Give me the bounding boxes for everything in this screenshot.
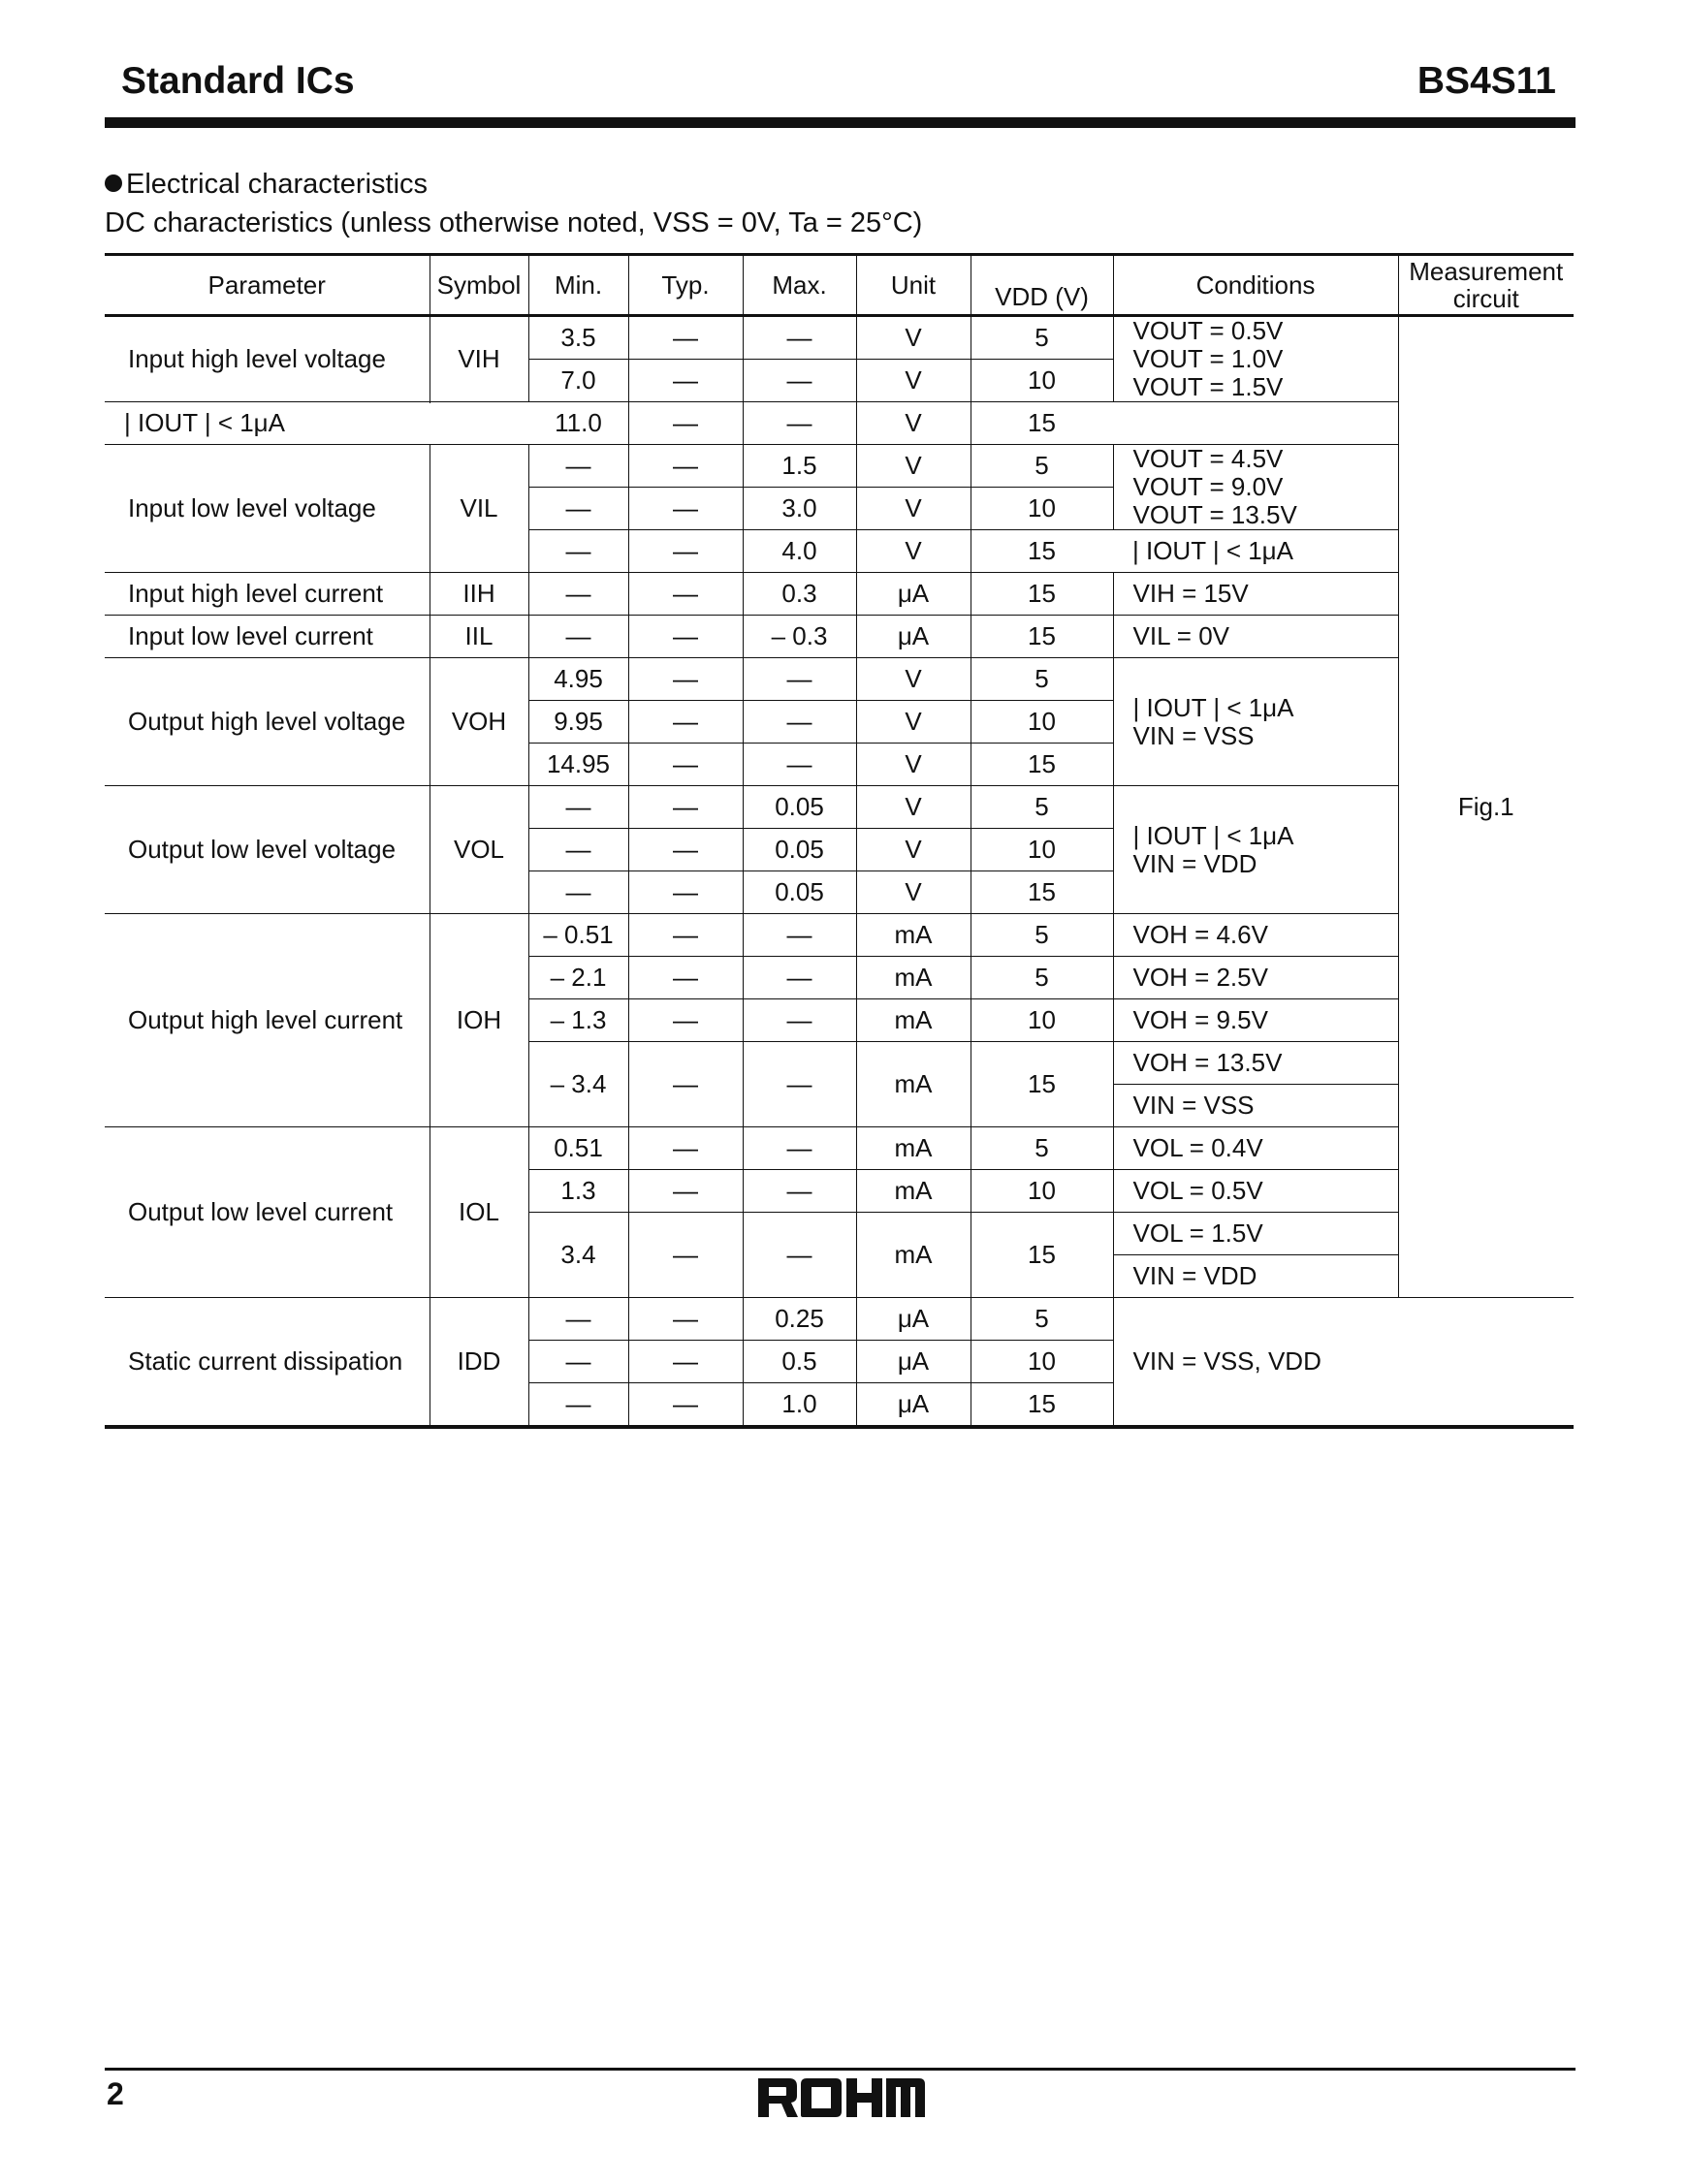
vdd-value: 5 (971, 445, 1113, 488)
header-vdd: VDD (V) (971, 255, 1113, 316)
condition-line: VOUT = 9.0V (1132, 472, 1284, 501)
typ-value: — (628, 1383, 743, 1428)
typ-value: — (628, 1127, 743, 1170)
unit-value: μA (856, 1383, 971, 1428)
min-value: – 3.4 (528, 1042, 628, 1127)
max-value: — (743, 1042, 856, 1127)
condition-line: | IOUT | < 1μA (1132, 820, 1294, 850)
typ-value: — (628, 658, 743, 701)
vdd-value: 10 (971, 701, 1113, 744)
unit-value: V (856, 360, 971, 402)
max-value: — (743, 914, 856, 957)
condition-line: VOL = 0.5V (1113, 1170, 1398, 1213)
unit-value: mA (856, 1170, 971, 1213)
vdd-value: 10 (971, 1341, 1113, 1383)
section-title-line (105, 165, 922, 204)
min-value: – 1.3 (528, 999, 628, 1042)
header-part-number: BS4S11 (1416, 60, 1556, 102)
table-row (105, 445, 1574, 488)
unit-value: V (856, 488, 971, 530)
max-value: 1.5 (743, 445, 856, 488)
conditions-cell (1113, 445, 1398, 530)
page-number: 2 (107, 2076, 124, 2111)
param-name: Output high level current (105, 914, 430, 1127)
typ-value: — (628, 744, 743, 786)
param-symbol: VOL (430, 786, 528, 914)
vdd-value: 15 (971, 616, 1113, 658)
typ-value: — (628, 616, 743, 658)
footer-rule (105, 2068, 1576, 2071)
min-value: — (528, 616, 628, 658)
typ-value: — (628, 402, 743, 445)
vdd-value: 15 (971, 402, 1113, 445)
vdd-value: 15 (971, 1383, 1113, 1428)
min-value: — (528, 1298, 628, 1341)
max-value: 0.05 (743, 829, 856, 871)
max-value: 0.05 (743, 871, 856, 914)
table-row (105, 914, 1574, 957)
max-value: — (743, 1170, 856, 1213)
conditions-cell (1113, 786, 1398, 914)
condition-line: VOUT = 1.5V (1132, 372, 1284, 401)
max-value: 0.3 (743, 573, 856, 616)
param-symbol: IIH (430, 573, 528, 616)
header-typ: Typ. (628, 255, 743, 316)
typ-value: — (628, 914, 743, 957)
vdd-value: 5 (971, 1127, 1113, 1170)
vdd-value: 15 (971, 871, 1113, 914)
param-symbol: IDD (430, 1298, 528, 1428)
condition-line: VIN = VSS (1132, 720, 1255, 750)
typ-value: — (628, 786, 743, 829)
unit-value: V (856, 871, 971, 914)
header-measurement: Measurement circuit (1398, 255, 1574, 316)
min-value: — (528, 530, 628, 573)
min-value: — (528, 829, 628, 871)
typ-value: — (628, 701, 743, 744)
typ-value: — (628, 488, 743, 530)
dc-characteristics-table (105, 253, 1574, 1429)
vdd-value: 5 (971, 914, 1113, 957)
max-value: 4.0 (743, 530, 856, 573)
condition-line: | IOUT | < 1μA (1132, 692, 1294, 722)
condition-line: VOUT = 4.5V (1132, 444, 1284, 473)
bullet-icon (105, 174, 122, 192)
unit-value: V (856, 530, 971, 573)
max-value: — (743, 316, 856, 360)
unit-value: V (856, 744, 971, 786)
min-value: 3.5 (528, 316, 628, 360)
param-name: Input low level voltage (105, 445, 430, 573)
typ-value: — (628, 573, 743, 616)
min-value: 14.95 (528, 744, 628, 786)
typ-value: — (628, 316, 743, 360)
table-row (105, 1127, 1574, 1170)
header-symbol: Symbol (430, 255, 528, 316)
typ-value: — (628, 360, 743, 402)
unit-value: μA (856, 1298, 971, 1341)
unit-value: V (856, 786, 971, 829)
unit-value: mA (856, 914, 971, 957)
typ-value: — (628, 999, 743, 1042)
typ-value: — (628, 530, 743, 573)
min-value: 7.0 (528, 360, 628, 402)
min-value: — (528, 1383, 628, 1428)
table-body (105, 316, 1574, 1428)
unit-value: μA (856, 1341, 971, 1383)
table-row (105, 1298, 1574, 1341)
min-value: 3.4 (528, 1213, 628, 1298)
typ-value: — (628, 1170, 743, 1213)
param-name: Output low level voltage (105, 786, 430, 914)
typ-value: — (628, 871, 743, 914)
header-parameter: Parameter (105, 255, 430, 316)
section-heading (105, 165, 922, 242)
min-value: — (528, 445, 628, 488)
param-name: Input low level current (105, 616, 430, 658)
param-symbol: VOH (430, 658, 528, 786)
min-value: — (528, 871, 628, 914)
vdd-value: 5 (971, 957, 1113, 999)
unit-value: V (856, 316, 971, 360)
condition-line: VOUT = 13.5V (1132, 500, 1297, 529)
typ-value: — (628, 957, 743, 999)
vdd-value: 15 (971, 530, 1113, 573)
min-value: 1.3 (528, 1170, 628, 1213)
min-value: — (528, 786, 628, 829)
condition-extra: VIN = VSS (1113, 1085, 1398, 1127)
condition-line: VOL = 0.4V (1113, 1127, 1398, 1170)
max-value: – 0.3 (743, 616, 856, 658)
param-name: Output high level voltage (105, 658, 430, 786)
min-value: — (528, 573, 628, 616)
max-value: — (743, 744, 856, 786)
section-subtitle: DC characteristics (unless otherwise noted, VSS = 0V, Ta = 25°C) (105, 207, 923, 238)
max-value: 1.0 (743, 1383, 856, 1428)
condition-line: VOL = 1.5V (1113, 1213, 1398, 1255)
conditions-cell (1113, 658, 1398, 786)
max-value: — (743, 360, 856, 402)
typ-value: — (628, 1213, 743, 1298)
condition-line: VIL = 0V (1113, 616, 1398, 658)
condition-line: VOH = 13.5V (1113, 1042, 1398, 1085)
unit-value: V (856, 829, 971, 871)
condition-line: VOH = 9.5V (1113, 999, 1398, 1042)
table-row (105, 658, 1574, 701)
vdd-value: 10 (971, 829, 1113, 871)
table-row (105, 573, 1574, 616)
rohm-logo (756, 2074, 927, 2126)
unit-value: V (856, 701, 971, 744)
max-value: — (743, 1127, 856, 1170)
table-row (105, 786, 1574, 829)
unit-value: mA (856, 1127, 971, 1170)
vdd-value: 5 (971, 658, 1113, 701)
min-value: – 0.51 (528, 914, 628, 957)
condition-line: VOUT = 0.5V (1132, 316, 1284, 345)
unit-value: V (856, 445, 971, 488)
max-value: — (743, 402, 856, 445)
unit-value: mA (856, 957, 971, 999)
min-value: — (528, 1341, 628, 1383)
header-category: Standard ICs (121, 60, 355, 102)
max-value: 3.0 (743, 488, 856, 530)
param-symbol: IOH (430, 914, 528, 1127)
section-title: Electrical characteristics (126, 169, 429, 200)
max-value: — (743, 1213, 856, 1298)
vdd-value: 5 (971, 316, 1113, 360)
max-value: 0.05 (743, 786, 856, 829)
header-conditions: Conditions (1113, 255, 1398, 316)
min-value: – 2.1 (528, 957, 628, 999)
unit-value: mA (856, 999, 971, 1042)
table-row (105, 616, 1574, 658)
param-name: Static current dissipation (105, 1298, 430, 1428)
vdd-value: 10 (971, 999, 1113, 1042)
vdd-value: 15 (971, 1042, 1113, 1127)
unit-value: V (856, 402, 971, 445)
unit-value: mA (856, 1042, 971, 1127)
condition-extra: | IOUT | < 1μA (1113, 530, 1398, 573)
min-value: 9.95 (528, 701, 628, 744)
header-unit: Unit (856, 255, 971, 316)
condition-line: VOUT = 1.0V (1132, 344, 1284, 373)
header-max: Max. (743, 255, 856, 316)
conditions-cell (1113, 316, 1398, 402)
param-symbol: IOL (430, 1127, 528, 1298)
measurement-circuit: Fig.1 (1398, 316, 1574, 1298)
unit-value: μA (856, 573, 971, 616)
param-name: Input high level voltage (105, 316, 430, 402)
vdd-value: 15 (971, 744, 1113, 786)
condition-extra: VIN = VDD (1113, 1255, 1398, 1298)
param-name: Output low level current (105, 1127, 430, 1298)
condition-line: VIN = VSS, VDD (1113, 1298, 1574, 1428)
min-value: — (528, 488, 628, 530)
min-value: 11.0 (528, 402, 628, 445)
typ-value: — (628, 445, 743, 488)
vdd-value: 15 (971, 1213, 1113, 1298)
max-value: — (743, 999, 856, 1042)
unit-value: V (856, 658, 971, 701)
header-min: Min. (528, 255, 628, 316)
max-value: — (743, 658, 856, 701)
vdd-value: 10 (971, 360, 1113, 402)
header-rule (105, 117, 1576, 128)
unit-value: μA (856, 616, 971, 658)
typ-value: — (628, 1298, 743, 1341)
vdd-value: 15 (971, 573, 1113, 616)
condition-line: VOH = 2.5V (1113, 957, 1398, 999)
typ-value: — (628, 1042, 743, 1127)
vdd-value: 5 (971, 786, 1113, 829)
param-name: Input high level current (105, 573, 430, 616)
typ-value: — (628, 829, 743, 871)
typ-value: — (628, 1341, 743, 1383)
condition-extra: | IOUT | < 1μA (105, 402, 430, 445)
rohm-logo-graphic (756, 2074, 927, 2121)
unit-value: mA (856, 1213, 971, 1298)
min-value: 4.95 (528, 658, 628, 701)
condition-line: VIH = 15V (1113, 573, 1398, 616)
param-symbol: IIL (430, 616, 528, 658)
param-symbol: VIH (430, 316, 528, 402)
param-symbol: VIL (430, 445, 528, 573)
vdd-value: 5 (971, 1298, 1113, 1341)
min-value: 0.51 (528, 1127, 628, 1170)
max-value: — (743, 957, 856, 999)
max-value: 0.5 (743, 1341, 856, 1383)
max-value: — (743, 701, 856, 744)
condition-line: VIN = VDD (1132, 848, 1257, 878)
max-value: 0.25 (743, 1298, 856, 1341)
condition-line: VOH = 4.6V (1113, 914, 1398, 957)
vdd-value: 10 (971, 1170, 1113, 1213)
table-row (105, 316, 1574, 360)
vdd-value: 10 (971, 488, 1113, 530)
